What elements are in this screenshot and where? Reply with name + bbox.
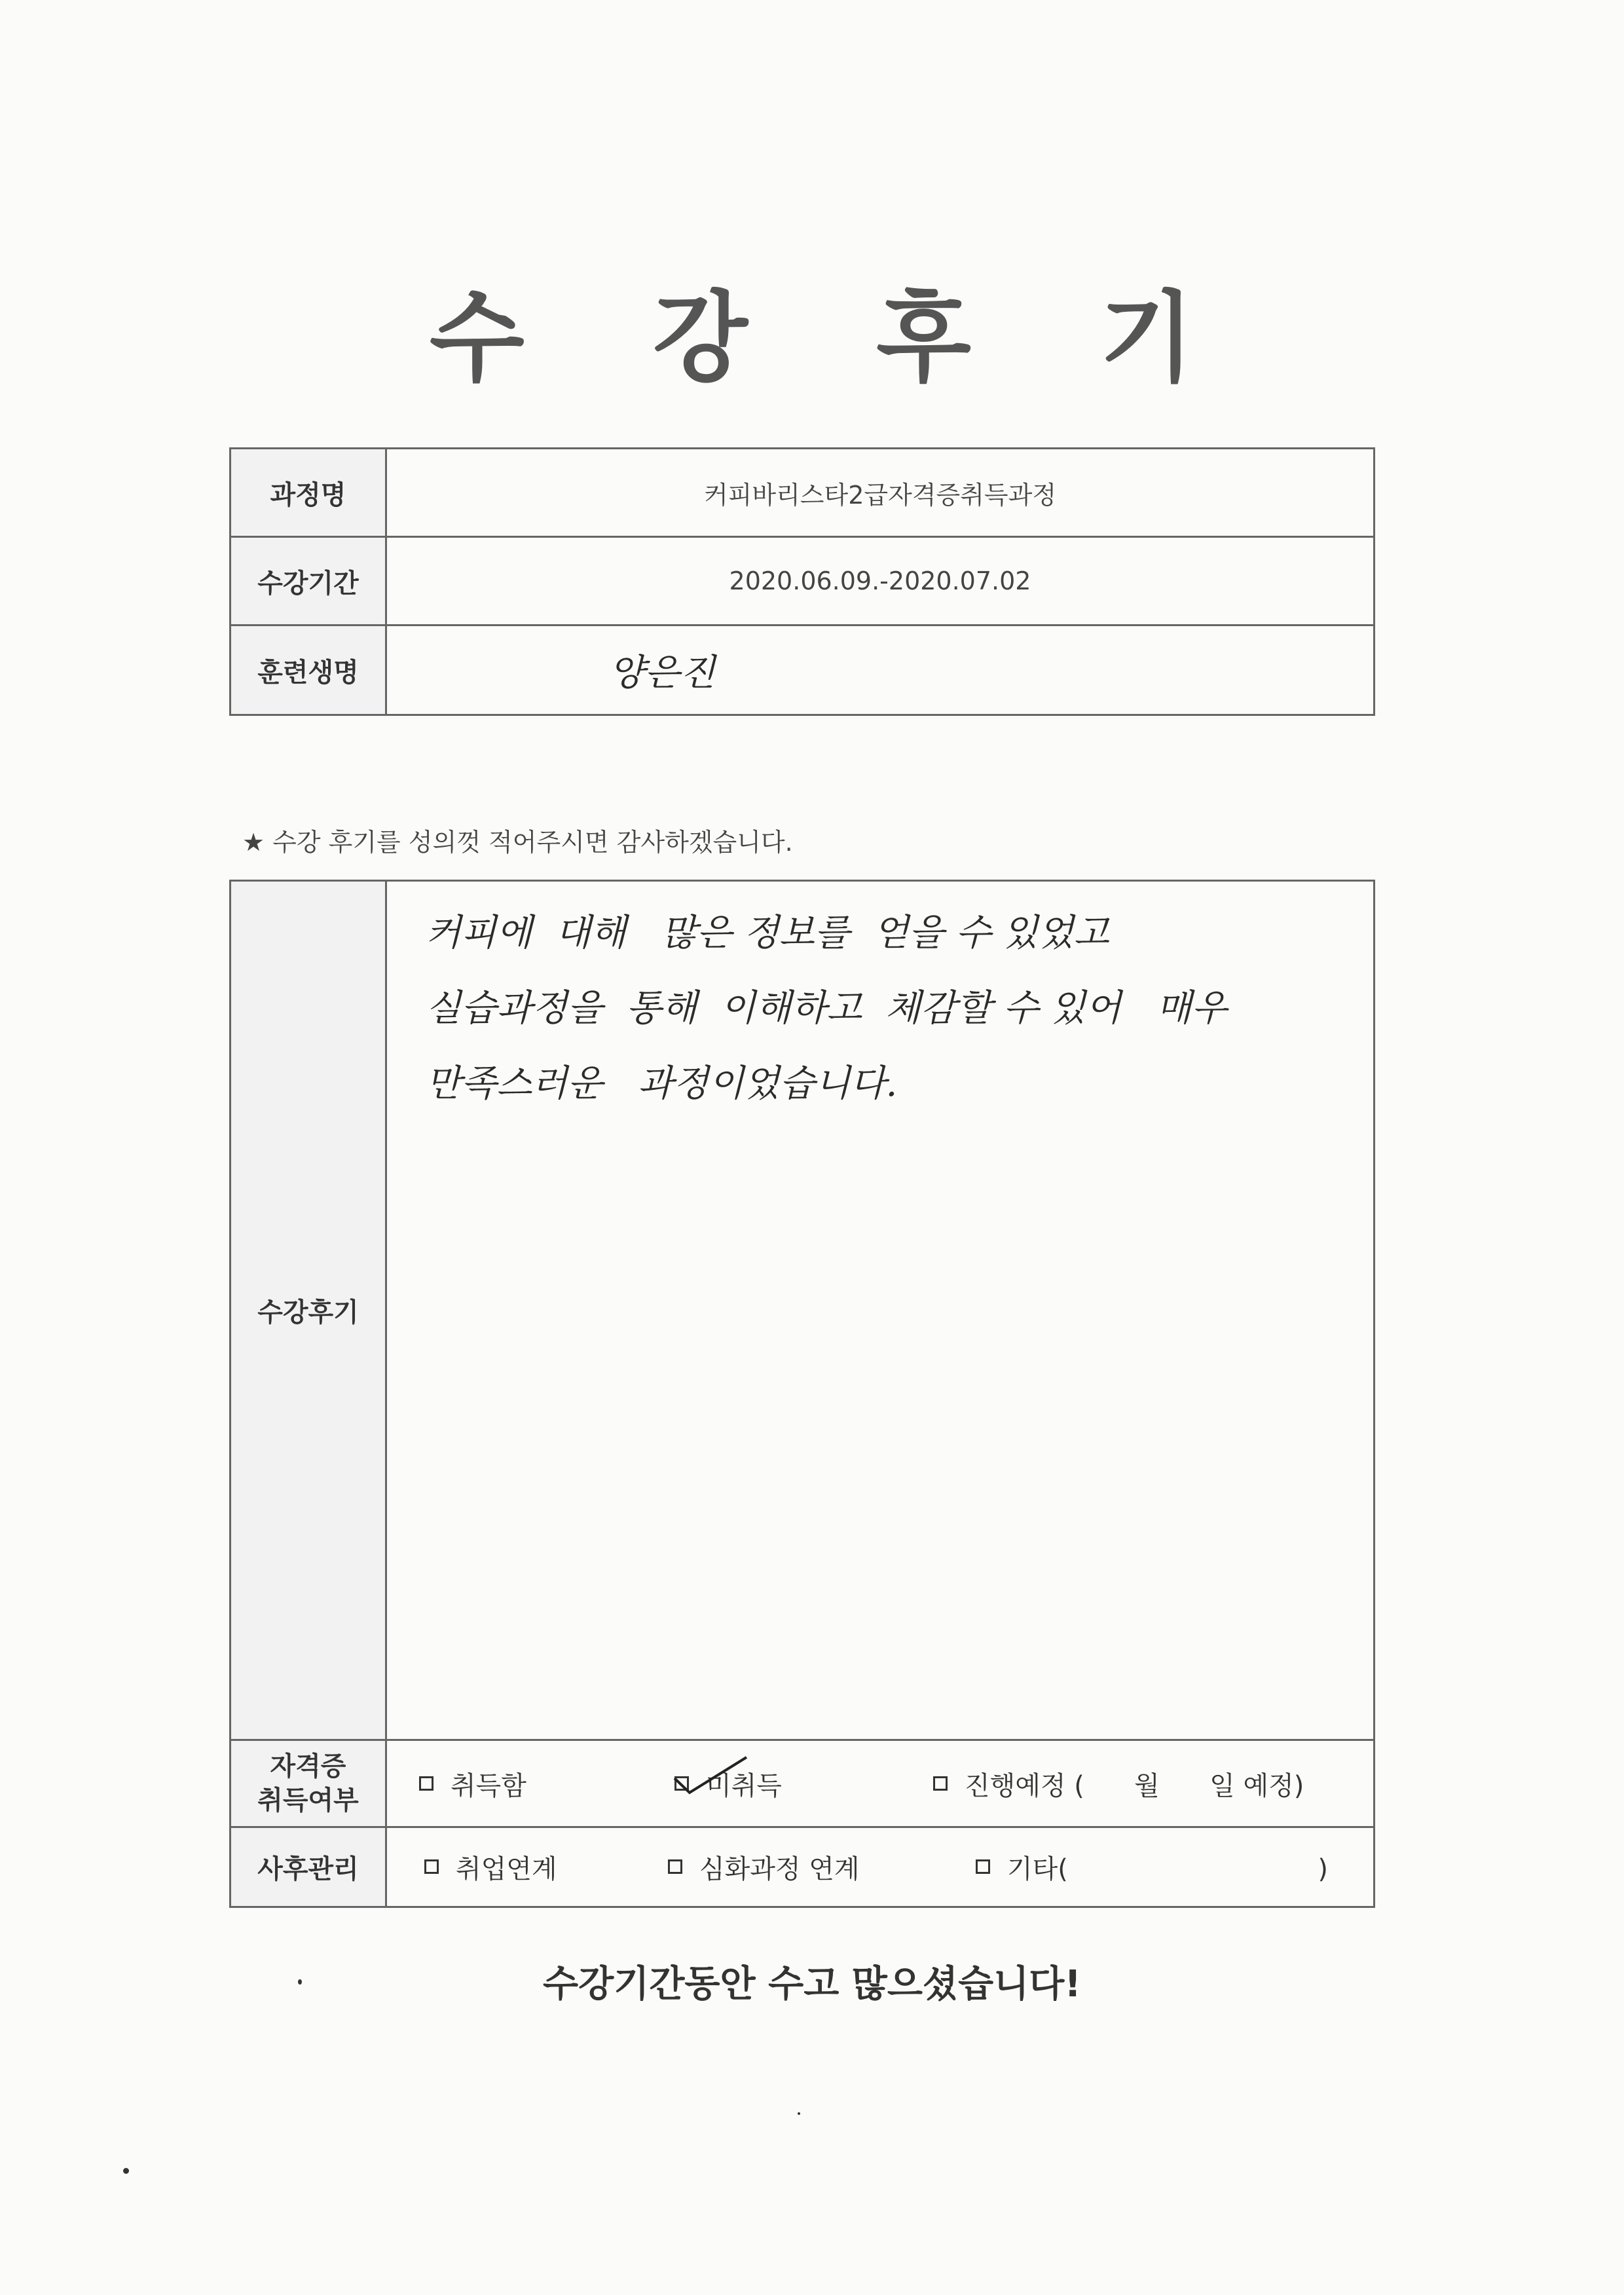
page-title: 수 강 후 기 [429,282,1242,396]
aftercare-option-other[interactable]: 기타( ) [976,1848,1328,1885]
scan-speck [123,2168,129,2174]
trainee-label: 훈련생명 [231,626,385,714]
scan-speck [798,2112,800,2115]
checkbox-icon[interactable] [933,1776,948,1791]
checkbox-icon[interactable] [419,1776,434,1791]
scan-speck [298,1979,302,1985]
closing-message: 수강기간동안 수고 많으셨습니다! [543,1963,1081,2006]
aftercare-option-advanced-course[interactable]: 심화과정 연계 [668,1848,860,1885]
review-label: 수강후기 [231,882,385,1739]
course-value: 커피바리스타2급자격증취득과정 [703,480,1057,510]
review-line-3: 만족스러운 과정이었습니다. [426,1062,898,1105]
cert-option-not-obtained[interactable]: 미취득 [674,1765,782,1802]
period-label: 수강기간 [231,538,385,624]
aftercare-label: 사후관리 [231,1828,385,1906]
certificate-label [231,1741,385,1826]
cert-option-scheduled[interactable]: 진행예정 ( 월 일 예정) [933,1765,1304,1802]
check-mark-icon [671,1752,750,1798]
review-line-1: 커피에 대해 많은 정보를 얻을 수 있었고 [426,912,1109,954]
instruction-note: ★ 수강 후기를 성의껏 적어주시면 감사하겠습니다. [242,828,793,857]
aftercare-option-employment[interactable]: 취업연계 [424,1848,557,1885]
course-label: 과정명 [231,449,385,536]
period-value: 2020.06.09.-2020.07.02 [729,567,1031,595]
checked-checkbox-icon[interactable] [674,1776,689,1791]
certificate-label-line1: 자격증 [270,1751,346,1782]
checkbox-icon[interactable] [424,1859,439,1874]
checkbox-icon[interactable] [668,1859,682,1874]
checkbox-icon[interactable] [976,1859,990,1874]
certificate-label-line2: 취득여부 [257,1785,359,1816]
cert-option-obtained[interactable]: 취득함 [419,1765,526,1802]
trainee-value: 양은진 [609,652,716,694]
review-line-2: 실습과정을 통해 이해하고 체감할 수 있어 매우 [426,987,1227,1030]
